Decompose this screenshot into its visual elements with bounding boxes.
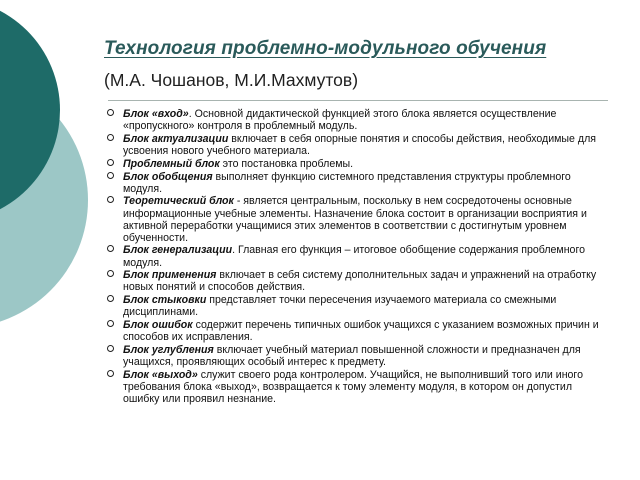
block-term: Блок применения [123, 269, 217, 282]
block-term: Блок углубления [123, 343, 214, 356]
hollow-circle-bullet-icon [107, 196, 114, 203]
slide-subtitle: (М.А. Чошанов, М.И.Махмутов) [104, 70, 359, 90]
block-description: - является центральным, поскольку в нем сосредоточены основные информационные учебные элементы. Назначение блока состоит в организации восприятия и активной переработки учащимися этих элементов в соответствии с достигнутым уровнем обученности. [123, 195, 587, 244]
hollow-circle-bullet-icon [107, 134, 114, 141]
block-description: . Основной дидактической функцией этого блока является осуществление «пропускного» контроля в проблемный модуль. [123, 108, 557, 133]
hollow-circle-bullet-icon [107, 172, 114, 179]
block-term: Блок обобщения [123, 170, 213, 183]
list-item [107, 294, 599, 318]
list-item [107, 133, 599, 157]
hollow-circle-bullet-icon [107, 370, 114, 377]
block-term: Блок актуализации [123, 132, 229, 145]
block-description: включает в себя опорные понятия и способы действия, необходимые для усвоения нового учебного материала. [123, 132, 596, 157]
block-description: . Главная его функция – итоговое обобщение содержания проблемного модуля. [123, 244, 585, 269]
block-list [107, 108, 599, 406]
block-term: Блок ошибок [123, 319, 193, 332]
hollow-circle-bullet-icon [107, 245, 114, 252]
list-item [107, 369, 599, 405]
list-item [107, 244, 599, 268]
block-description: включает в себя систему дополнительных задач и упражнений на отработку новых понятий и способов действия. [123, 269, 597, 294]
hollow-circle-bullet-icon [107, 159, 114, 166]
block-description: это постановка проблемы. [219, 157, 354, 170]
block-term: Блок «выход» [123, 368, 198, 381]
block-description: служит своего рода контролером. Учащийся, не выполнивший того или иного требования блока «выход», возвращается к тому элементу модуля, в котором он допустил ошибку или проявил незнание. [123, 368, 583, 406]
list-item [107, 344, 599, 368]
block-description: выполняет функцию системного представления структуры проблемного модуля. [123, 170, 571, 195]
block-term: Блок стыковки [123, 294, 207, 307]
hollow-circle-bullet-icon [107, 345, 114, 352]
list-item [107, 195, 599, 243]
list-item [107, 319, 599, 343]
block-term: Теоретический блок [123, 195, 234, 208]
block-description: представляет точки пересечения изучаемого материала со смежными дисциплинами. [123, 294, 557, 319]
header [104, 38, 624, 91]
block-term: Проблемный блок [123, 157, 220, 170]
list-item [107, 171, 599, 195]
block-term: Блок генерализации [123, 244, 233, 257]
hollow-circle-bullet-icon [107, 109, 114, 116]
hollow-circle-bullet-icon [107, 320, 114, 327]
slide-title: Технология проблемно-модульного обучения [104, 38, 547, 59]
hollow-circle-bullet-icon [107, 295, 114, 302]
title-divider [108, 100, 608, 101]
list-item [107, 158, 599, 170]
list-item [107, 108, 599, 132]
block-description: включает учебный материал повышенной сложности и предназначен для учащихся, проявляющих особый интерес к предмету. [123, 343, 581, 369]
block-term: Блок «вход» [123, 108, 189, 120]
hollow-circle-bullet-icon [107, 270, 114, 277]
block-description: содержит перечень типичных ошибок учащихся с указанием возможных причин и способов их исправления. [123, 319, 599, 344]
list-item [107, 269, 599, 293]
